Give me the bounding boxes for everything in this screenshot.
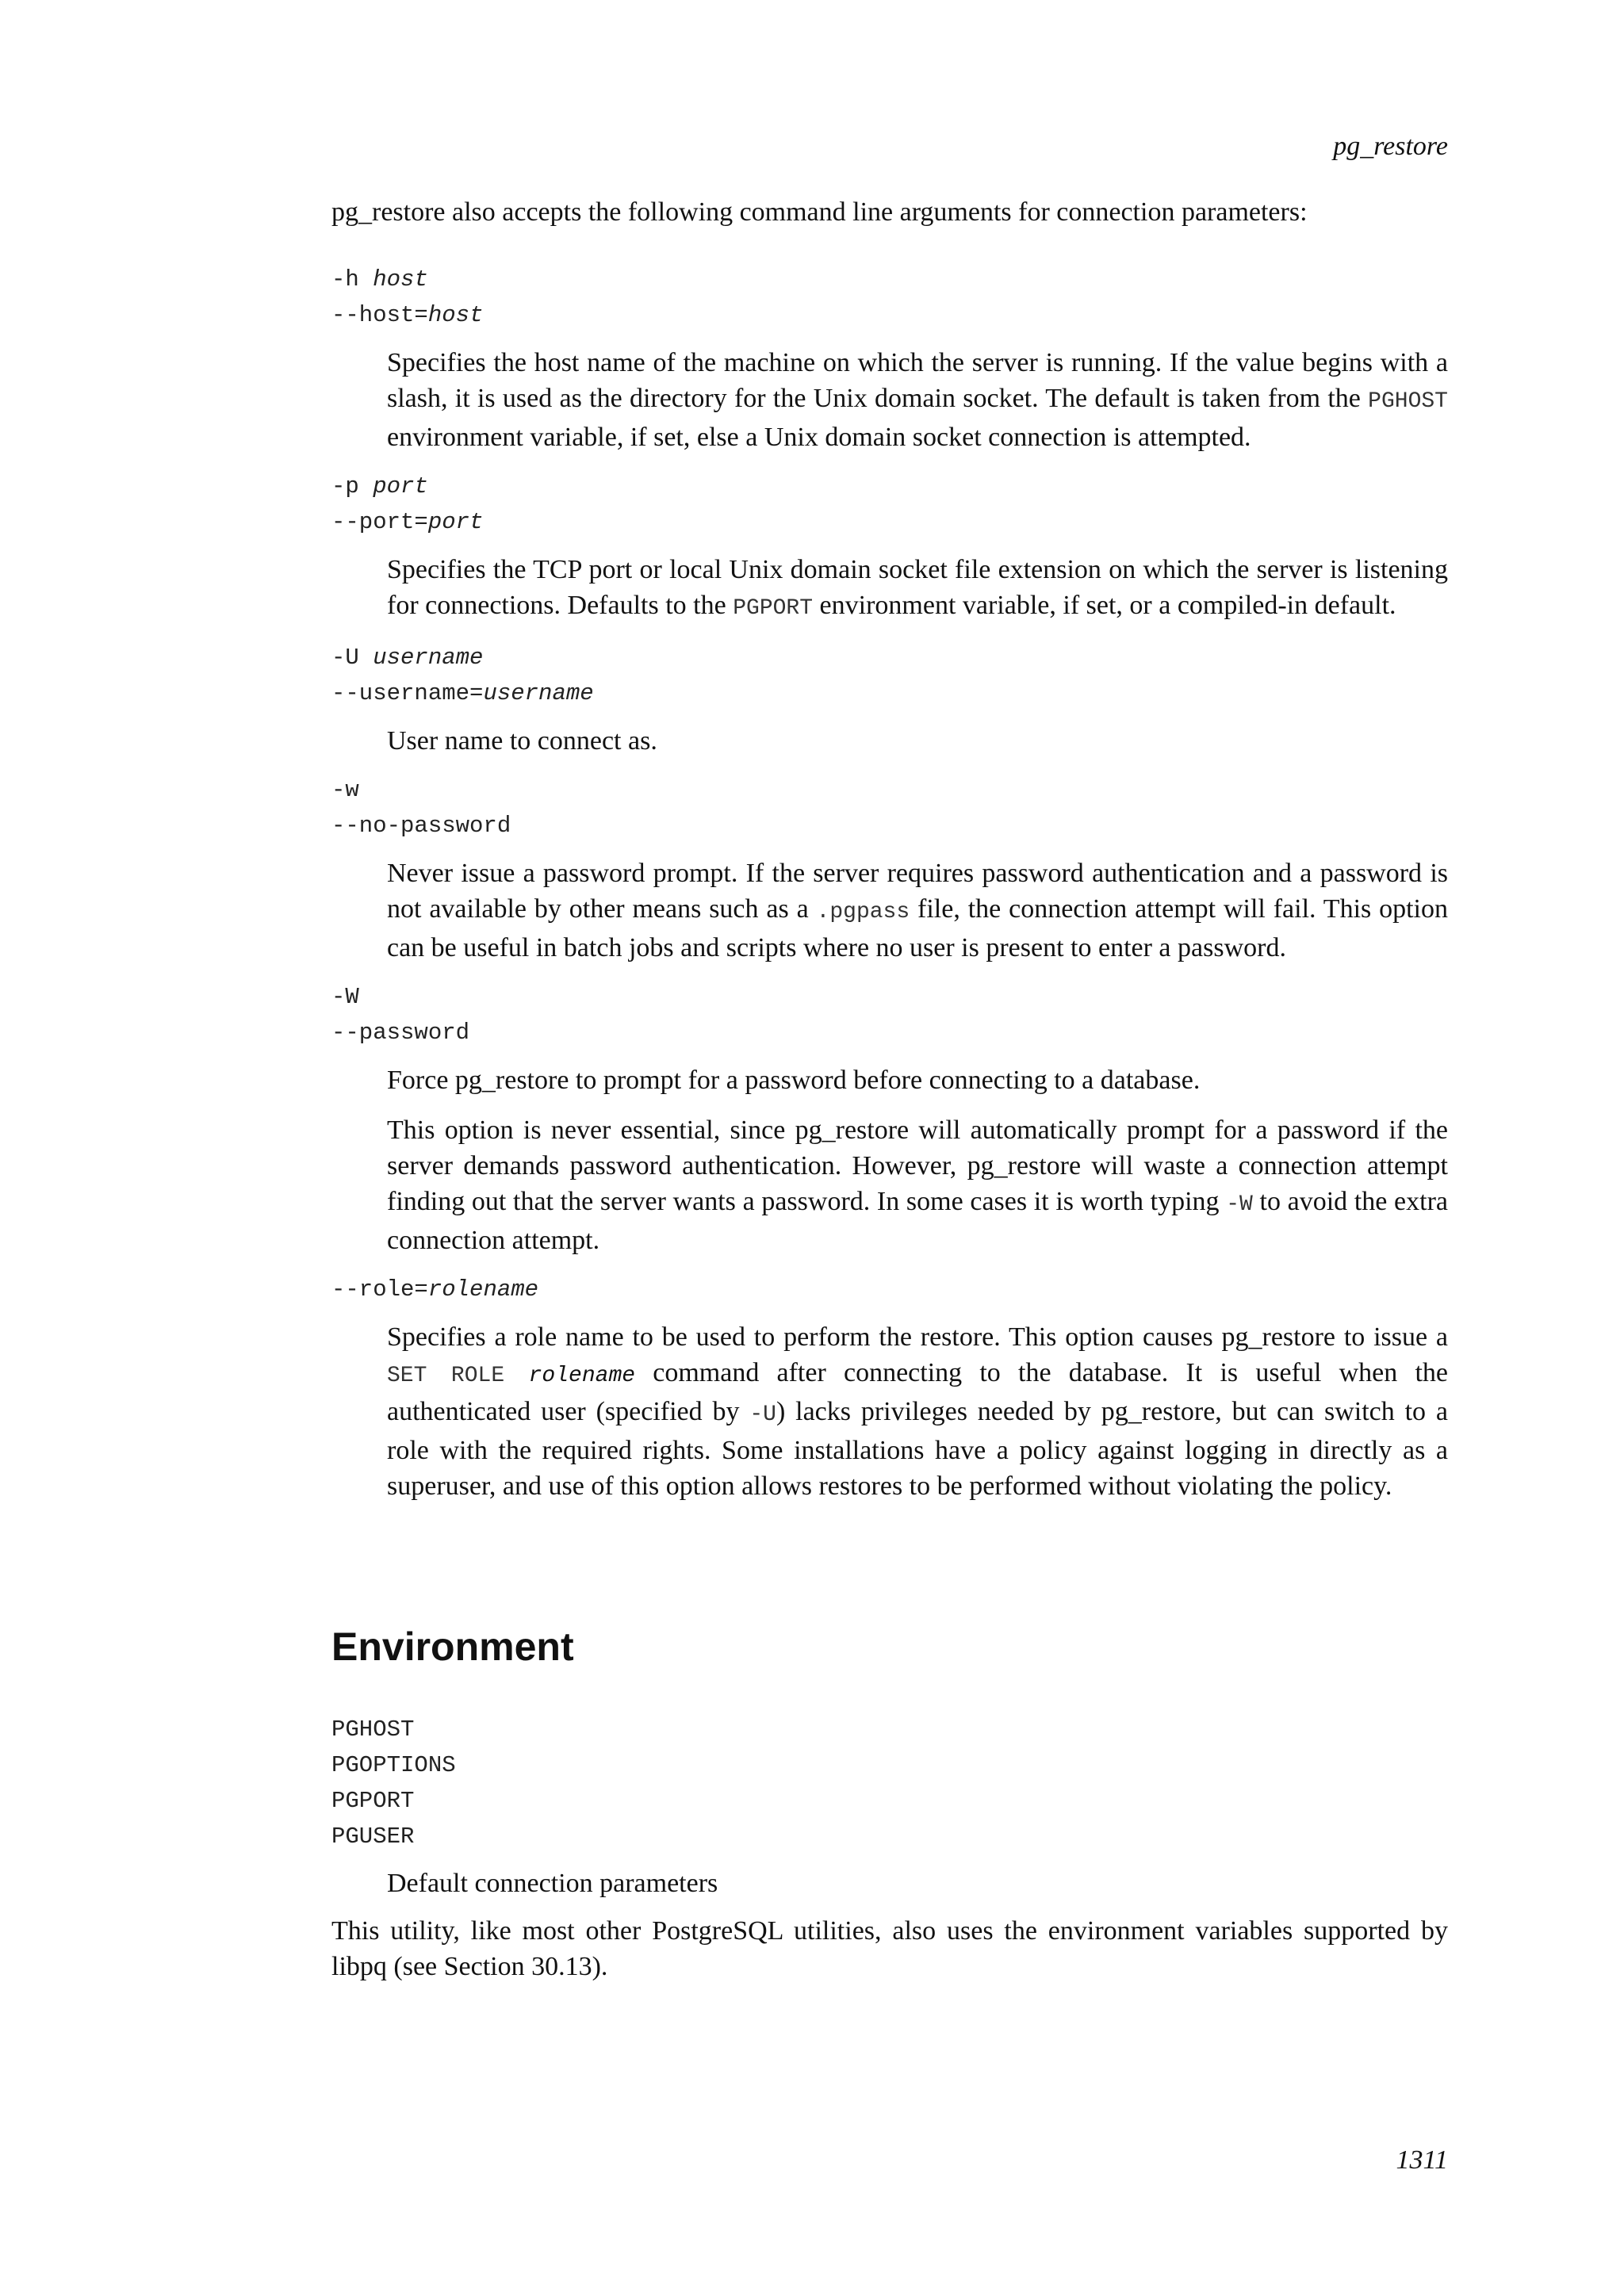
text-run: Specifies a role name to be used to perform the restore. This option causes pg_restore to issue a	[387, 1322, 1448, 1352]
option-term	[331, 675, 1448, 711]
inline-code-argument: rolename	[528, 1364, 636, 1388]
running-head: pg_restore	[1333, 132, 1448, 161]
description-paragraph	[387, 1062, 1448, 1098]
document-page	[331, 0, 1448, 2296]
option-term	[331, 297, 1448, 333]
text-run: Never issue a password prompt. If the server requires password authentication and a password is not available by other means such as a	[387, 859, 1448, 924]
text-run: Specifies the host name of the machine on which the server is running. If the value begins with a slash, it is used as the directory for the Unix domain socket. The default is taken from the	[387, 348, 1448, 413]
text-run: Force pg_restore to prompt for a password before connecting to a database.	[387, 1066, 1201, 1095]
inline-code: -U	[749, 1402, 776, 1427]
option-entry	[331, 979, 1448, 1258]
option-description	[387, 723, 1448, 759]
option-term	[331, 1015, 1448, 1050]
inline-code: -W	[1226, 1192, 1253, 1217]
page-number: 1311	[1396, 2145, 1448, 2175]
env-var-description: Default connection parameters	[387, 1869, 718, 1898]
text-run: Specifies the TCP port or local Unix domain socket file extension on which the server is listening for connections. Defaults to the	[387, 555, 1448, 620]
option-description	[387, 855, 1448, 966]
option-term	[331, 1272, 1448, 1307]
option-entry	[331, 469, 1448, 626]
option-description	[387, 1062, 1448, 1258]
option-flag: -U	[331, 645, 373, 671]
env-note-paragraph: This utility, like most other PostgreSQL utilities, also uses the environment variables supported by libpq (see Section 30.13).	[331, 1916, 1448, 1981]
option-term	[331, 469, 1448, 504]
option-argument: username	[373, 645, 484, 671]
section-heading-environment: Environment	[331, 1624, 574, 1669]
option-entry	[331, 640, 1448, 759]
text-run: This option is never essential, since pg_restore will automatically prompt for a password if the server demands password authentication. However, pg_restore will waste a connection attempt finding out that the server wants a password. In some cases it is worth typing	[387, 1115, 1448, 1216]
option-description	[387, 1319, 1448, 1504]
option-entry	[331, 772, 1448, 966]
description-paragraph	[387, 552, 1448, 626]
option-flag: -W	[331, 984, 359, 1010]
description-paragraph	[387, 723, 1448, 759]
text-run: environment variable, if set, or a compiled-in default.	[813, 591, 1396, 620]
inline-code: SET ROLE	[387, 1364, 529, 1388]
option-description	[387, 552, 1448, 626]
env-var: PGUSER	[331, 1823, 415, 1850]
intro-paragraph: pg_restore also accepts the following command line arguments for connection parameters:	[331, 197, 1308, 227]
text-run: environment variable, if set, else a Unix domain socket connection is attempted.	[387, 423, 1251, 452]
description-paragraph	[387, 1319, 1448, 1504]
option-flag: -p	[331, 473, 373, 499]
option-flag: --no-password	[331, 813, 511, 839]
option-argument: host	[373, 266, 428, 293]
option-flag: -w	[331, 777, 359, 803]
env-var-list	[331, 1712, 1448, 1854]
option-argument: username	[483, 680, 594, 706]
option-description	[387, 345, 1448, 455]
option-flag: --password	[331, 1020, 470, 1046]
option-term	[331, 262, 1448, 297]
inline-code: PGHOST	[1368, 389, 1448, 414]
option-flag: --host=	[331, 302, 428, 328]
inline-code: PGPORT	[733, 596, 814, 621]
page-content	[331, 194, 1448, 1984]
text-run: ) lacks privileges needed by pg_restore, but can switch to a role with the required rights. Some installations have a policy against logging in directly as a superuser, and use of this option allows restores to be performed without violating the policy.	[387, 1397, 1448, 1501]
option-argument: port	[373, 473, 428, 499]
option-flag: --username=	[331, 680, 484, 706]
option-term	[331, 640, 1448, 675]
option-flag: -h	[331, 266, 373, 293]
option-flag: --role=	[331, 1276, 428, 1303]
description-paragraph	[387, 1112, 1448, 1258]
option-argument: host	[427, 302, 484, 328]
option-argument: port	[427, 509, 484, 535]
option-term	[331, 772, 1448, 808]
inline-code: .pgpass	[816, 900, 910, 924]
text-run: file, the connection attempt will fail. This option can be useful in batch jobs and scripts where no user is present to enter a password.	[387, 894, 1448, 962]
text-run: command after connecting to the database. It is useful when the authenticated user (specified by	[387, 1358, 1448, 1426]
description-paragraph	[387, 345, 1448, 455]
description-paragraph	[387, 855, 1448, 966]
option-entry	[331, 262, 1448, 455]
option-term	[331, 504, 1448, 540]
option-term	[331, 808, 1448, 844]
option-term	[331, 979, 1448, 1015]
env-var: PGOPTIONS	[331, 1752, 456, 1778]
env-var: PGHOST	[331, 1716, 415, 1743]
option-flag: --port=	[331, 509, 428, 535]
option-argument: rolename	[427, 1276, 539, 1303]
option-list	[331, 262, 1448, 1504]
env-var: PGPORT	[331, 1788, 415, 1814]
text-run: User name to connect as.	[387, 726, 657, 756]
text-run: to avoid the extra connection attempt.	[387, 1187, 1448, 1255]
option-entry	[331, 1272, 1448, 1504]
